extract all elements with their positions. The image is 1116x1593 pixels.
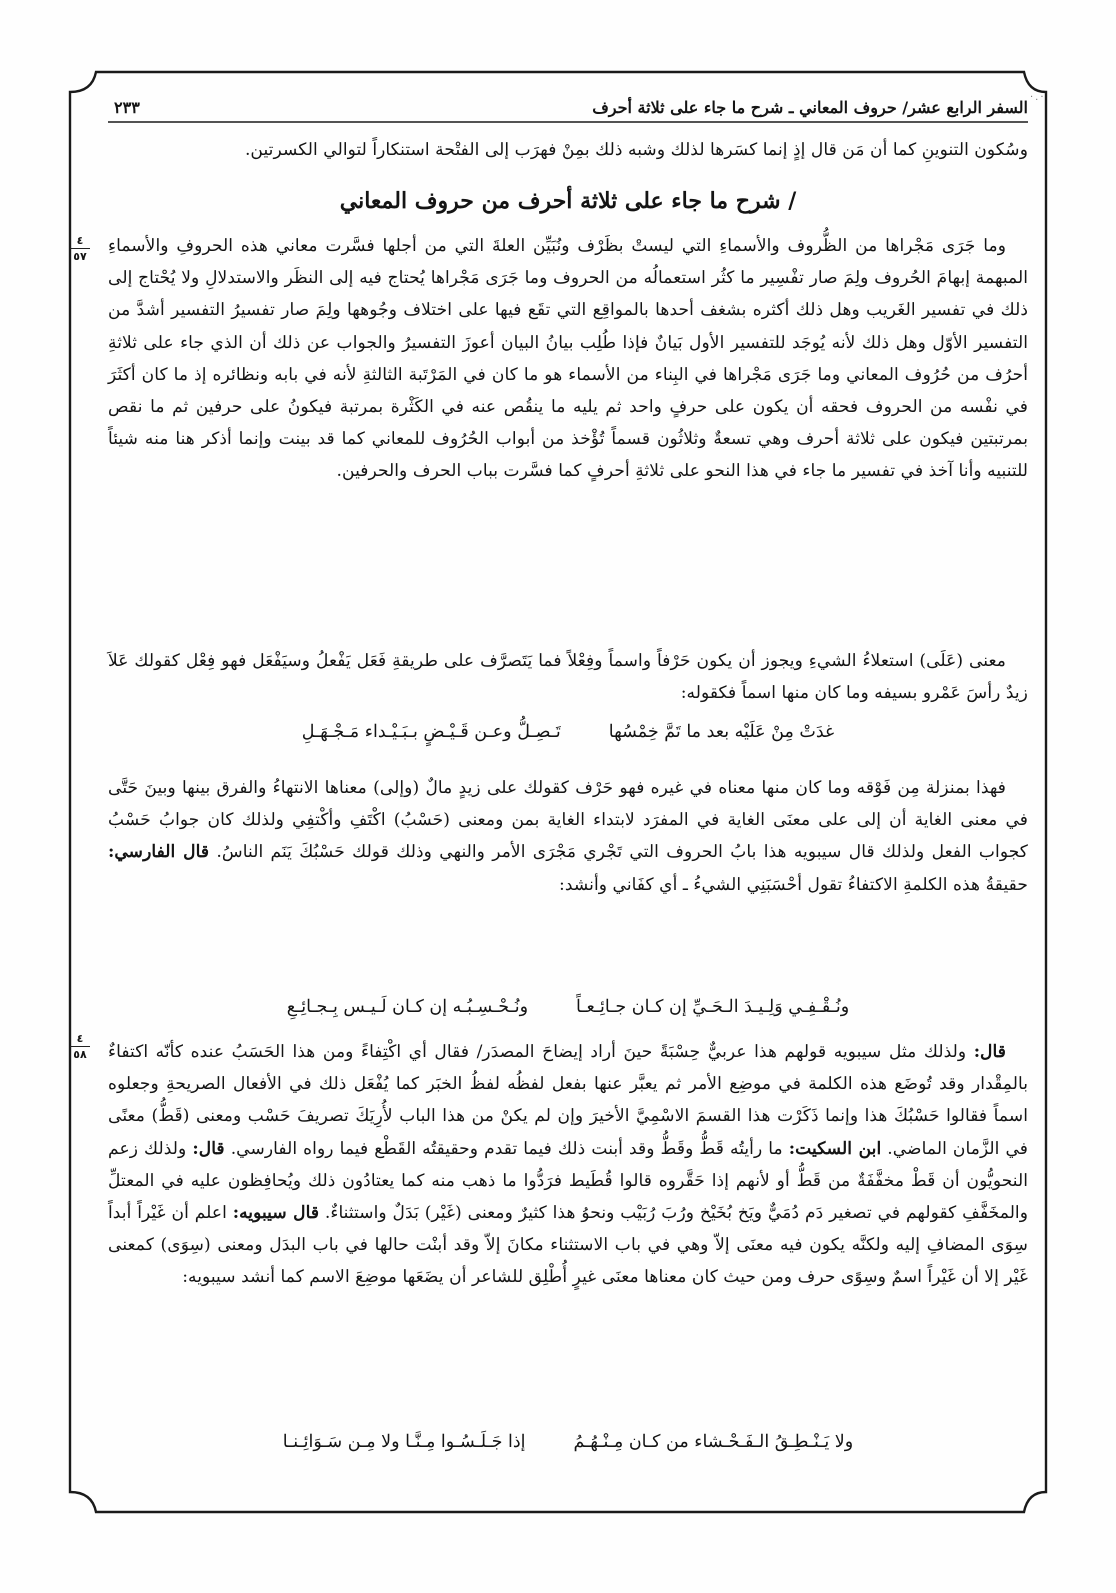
verse-2 bbox=[108, 997, 1028, 1017]
paragraph-4 bbox=[108, 1036, 1028, 1294]
margin-folio-page: ٥٧ bbox=[73, 250, 87, 263]
page-number: ٢٣٣ bbox=[114, 98, 140, 117]
paragraph-4-text: اعلم أن غَيْراً أبداً سِوَى المضافِ إليه ولكنَّه يكون فيه معنَى إلاّ وهي في باب الاستثناء مكانَ إلاّ وقد أبنْت حالها في باب البدَل ومعنى (سِوَى) كمعنى غَيْر إلا أن غَيْراً اسمٌ وسِوًى حرف ومن حيث كان معناها معنَى غيرٍ أُطْلِق للشاعر أن يضَعَها موضِعَ الاسم كما أنشد سيبويه: bbox=[108, 1203, 1028, 1288]
paragraph-4-text: ولذلك مثل سيبويه قولهم هذا عربيٌّ حِسْبَةً حينَ أراد إيضاحَ المصدَر/ فقال أي اكْتِفاءً ومن هذا الحَسَبُ عنده كأنّه اكتفاءٌ بالمِقْدار وقد تُوضَع هذه الكلمة في موضِع الأمر ثم يعبَّر عنها بفعل لفظُه لفظُ الخبَر كما يُفْعَل ذلك في الأفعال الصريحةِ وجعلوه اسماً فقالوا حَسْبُكَ هذا وإنما ذَكَرْت هذا القسمَ الاسْمِيَّ الأخيرَ وإن لم يكنْ من هذا الباب لأُرِيَكَ تصريفَ حَسْب ومعنى (قَطُّ) معنًى في الزَّمان الماضي. bbox=[108, 1042, 1029, 1159]
verse-2-first-hemistich: ونُـقْـفِـي وَلِـيـدَ الـحَـيِّ إن كـان جـائِـعـاً bbox=[576, 997, 850, 1017]
paragraph-4-text: ما رأيتُه قَطُّ وقَطُّ وقد أبنت ذلك فيما تقدم وحقيقتُه القَطْع فيما رواه الفارسي. bbox=[224, 1138, 789, 1159]
margin-folio-note bbox=[66, 234, 94, 263]
intro-line: وسُكون التنوينِ كما أن مَن قال إذٍ إنما كسَرها لذلك وشبه ذلك بمِنْ فهرَب إلى الفتْحة استنكاراً لتوالي الكسرتين. bbox=[244, 140, 1028, 160]
paragraph-1-block bbox=[108, 230, 1028, 488]
header-title: السفر الرابع عشر/ حروف المعاني ـ شرح ما جاء على ثلاثة أحرف bbox=[592, 98, 1028, 117]
paragraph-2-block bbox=[108, 645, 1028, 709]
paragraph-4-block bbox=[108, 1036, 1028, 1294]
paragraph-3-block bbox=[108, 772, 1028, 901]
paragraph-1: وما جَرَى مَجْراها من الظُّروف والأسماءِ التي ليستْ بظَرْف ونُبَيِّن العلةَ التي من أجلها فسَّرت معاني هذه الحروفِ والأسماءِ المبهمة إبهامَ الحُروف ولِمَ صار تفْسِير ما كثُر استعمالُه من الحروف وما جَرَى مَجْراها يُحتاج فيه إلى النظَر والاستدلالِ ولا يُحْتاج إلى ذلك في تفسير الغَريب وهل ذلك أكثره بشغف أحدها بالمواقِع التي تقَع فيها على اختلاف وجُوهها ولِمَ صار تفسيرُ التفسير أشدَّ من التفسير الأوّل وهل ذلك لأنه يُوجَد للتفسير الأول بَيانٌ فإذا طُلِب بيانُ البيان أعوزَ التفسيرُ والجواب عن ذلك أن الذي جاء على ثلاثةِ أحرُف من حُرُوف المعاني وما جَرَى مَجْراها في البِناء من الأسماء هو ما كان في المَرْتَبة الثالثةِ لأنه في بابه ونظائره إذ ما كان أكثَرَ في نفْسه من الحروف فحقه أن يكون على حرفٍ واحد ثم يليه ما ينقُص عنه في الكَثْرة بمرتبة فيكونُ على حرفين ثم ما نقص بمرتبتين فيكون على ثلاثة أحرف وهي تسعةٌ وثلاثُون قسماً تُؤْخذ من أبواب الحُرُوف للمعاني كما قد بينت وإنما أذكر هنا منه شيئاً للتنبيه وأنا آخذ في تفسير ما جاء في هذا النحو على ثلاثةِ أحرفٍ كما فسَّرت بباب الحرف والحرفين. bbox=[108, 236, 1028, 482]
paragraph-4-speaker: ابن السكيت: bbox=[788, 1138, 882, 1159]
intro-block bbox=[108, 134, 1028, 166]
paragraph-4-speaker: قال: bbox=[973, 1042, 1006, 1062]
verse-2-second-hemistich: ونُـحْـسِـبُـه إن كـان لَـيـس بِـجـائِـعِ bbox=[286, 997, 529, 1017]
paragraph-3-speaker: قال الفارسي: bbox=[108, 842, 210, 863]
verse-3 bbox=[108, 1432, 1028, 1452]
paragraph-4-text: ولذلك زعم النحويُّون أن قَطْ مخفَّفَةٌ من قَطُّ أو لأنهم إذا حَقَّروه قالوا قُطَيط فرَدُّوا ما ذهب منه كما يعتادُون ذلك ويُحافِظون عليه في المعتلِّ والمخَفَّفِ كقولهم في تصغير دَم دُمَيٌّ ويَخ بُخَيْخ ورُبَ رُبَيْب ونحوُ هذا كثيرٌ ومعنى (غَيْر) بَدَلٌ واستثناءٌ. bbox=[108, 1138, 1029, 1224]
margin-folio-page: ٥٨ bbox=[73, 1048, 87, 1061]
verse-3-second-hemistich: إذا جَـلَـسُـوا مِـنَّـا ولا مِـن سَـوَائِـنـا bbox=[282, 1432, 526, 1452]
verse-3-first-hemistich: ولا يَـنْـطِـقُ الـفَـحْـشاء من كـان مِـنْـهُـمُ bbox=[573, 1432, 854, 1452]
paragraph-3-text-a: فهذا بمنزلة مِن فَوْقه وما كان منها معناه في غيره فهو حَرْف كقولك على زيدٍ مالٌ (وإلى) معناها الانتهاءُ والفرق بينها وبينَ حَتَّى في معنى الغاية أن إلى على معنَى الغاية في المفرَد لابتداء الغاية بمن ومعنى (حَسْبُ) اكْتَفِ وأكْتفِي ولذلك كان جوابُ حَسْبُ كجواب الفعل ولذلك قال سيبويه هذا بابُ الحروف التي تَجْري مَجْرَى الأمر والنهي وذلك قولك حَسْبُكَ يَنَم الناسُ. bbox=[108, 778, 1028, 863]
running-header bbox=[108, 98, 1028, 124]
page-content bbox=[108, 92, 1028, 1502]
margin-folio-volume: ٤ bbox=[76, 1032, 84, 1045]
paragraph-4-speaker: قال سيبويه: bbox=[232, 1203, 320, 1224]
margin-folio-volume: ٤ bbox=[76, 234, 84, 247]
paragraph-4-speaker: قال: bbox=[192, 1138, 225, 1159]
verse-1 bbox=[108, 722, 1028, 742]
margin-folio-rule bbox=[70, 248, 90, 249]
margin-folio-rule bbox=[70, 1046, 90, 1047]
section-heading: / شرح ما جاء على ثلاثة أحرف من حروف المعاني bbox=[339, 188, 797, 214]
margin-folio-note bbox=[66, 1032, 94, 1061]
paragraph-2: معنى (عَلَى) استعلاءُ الشيءِ ويجوز أن يكون حَرْفاً واسماً وفِعْلاً فما يَتَصرَّف على طريقةِ فَعَل يَفْعلُ وسيَفْعَل فهو فِعْل كقولك عَلاَ زيدٌ رأسَ عَمْرو بسيفه وما كان منها اسماً فكقوله: bbox=[108, 651, 1028, 704]
paragraph-3 bbox=[108, 772, 1028, 901]
scan-speck-marks: ·.· bbox=[1030, 92, 1046, 103]
verse-1-first-hemistich: غدَتْ مِنْ عَلَيْه بعد ما تَمَّ خِمْسُها bbox=[608, 722, 835, 742]
verse-1-second-hemistich: تَـصِـلُّ وعـن قَـيْـضٍ بـبَـيْـداء مَـجْـهَـلِ bbox=[301, 722, 561, 742]
paragraph-3-text-b: حقيقةُ هذه الكلمةِ الاكتفاءُ تقول أحْسَبَنِي الشيءُ ـ أي كفَاني وأنشد: bbox=[559, 874, 1028, 895]
